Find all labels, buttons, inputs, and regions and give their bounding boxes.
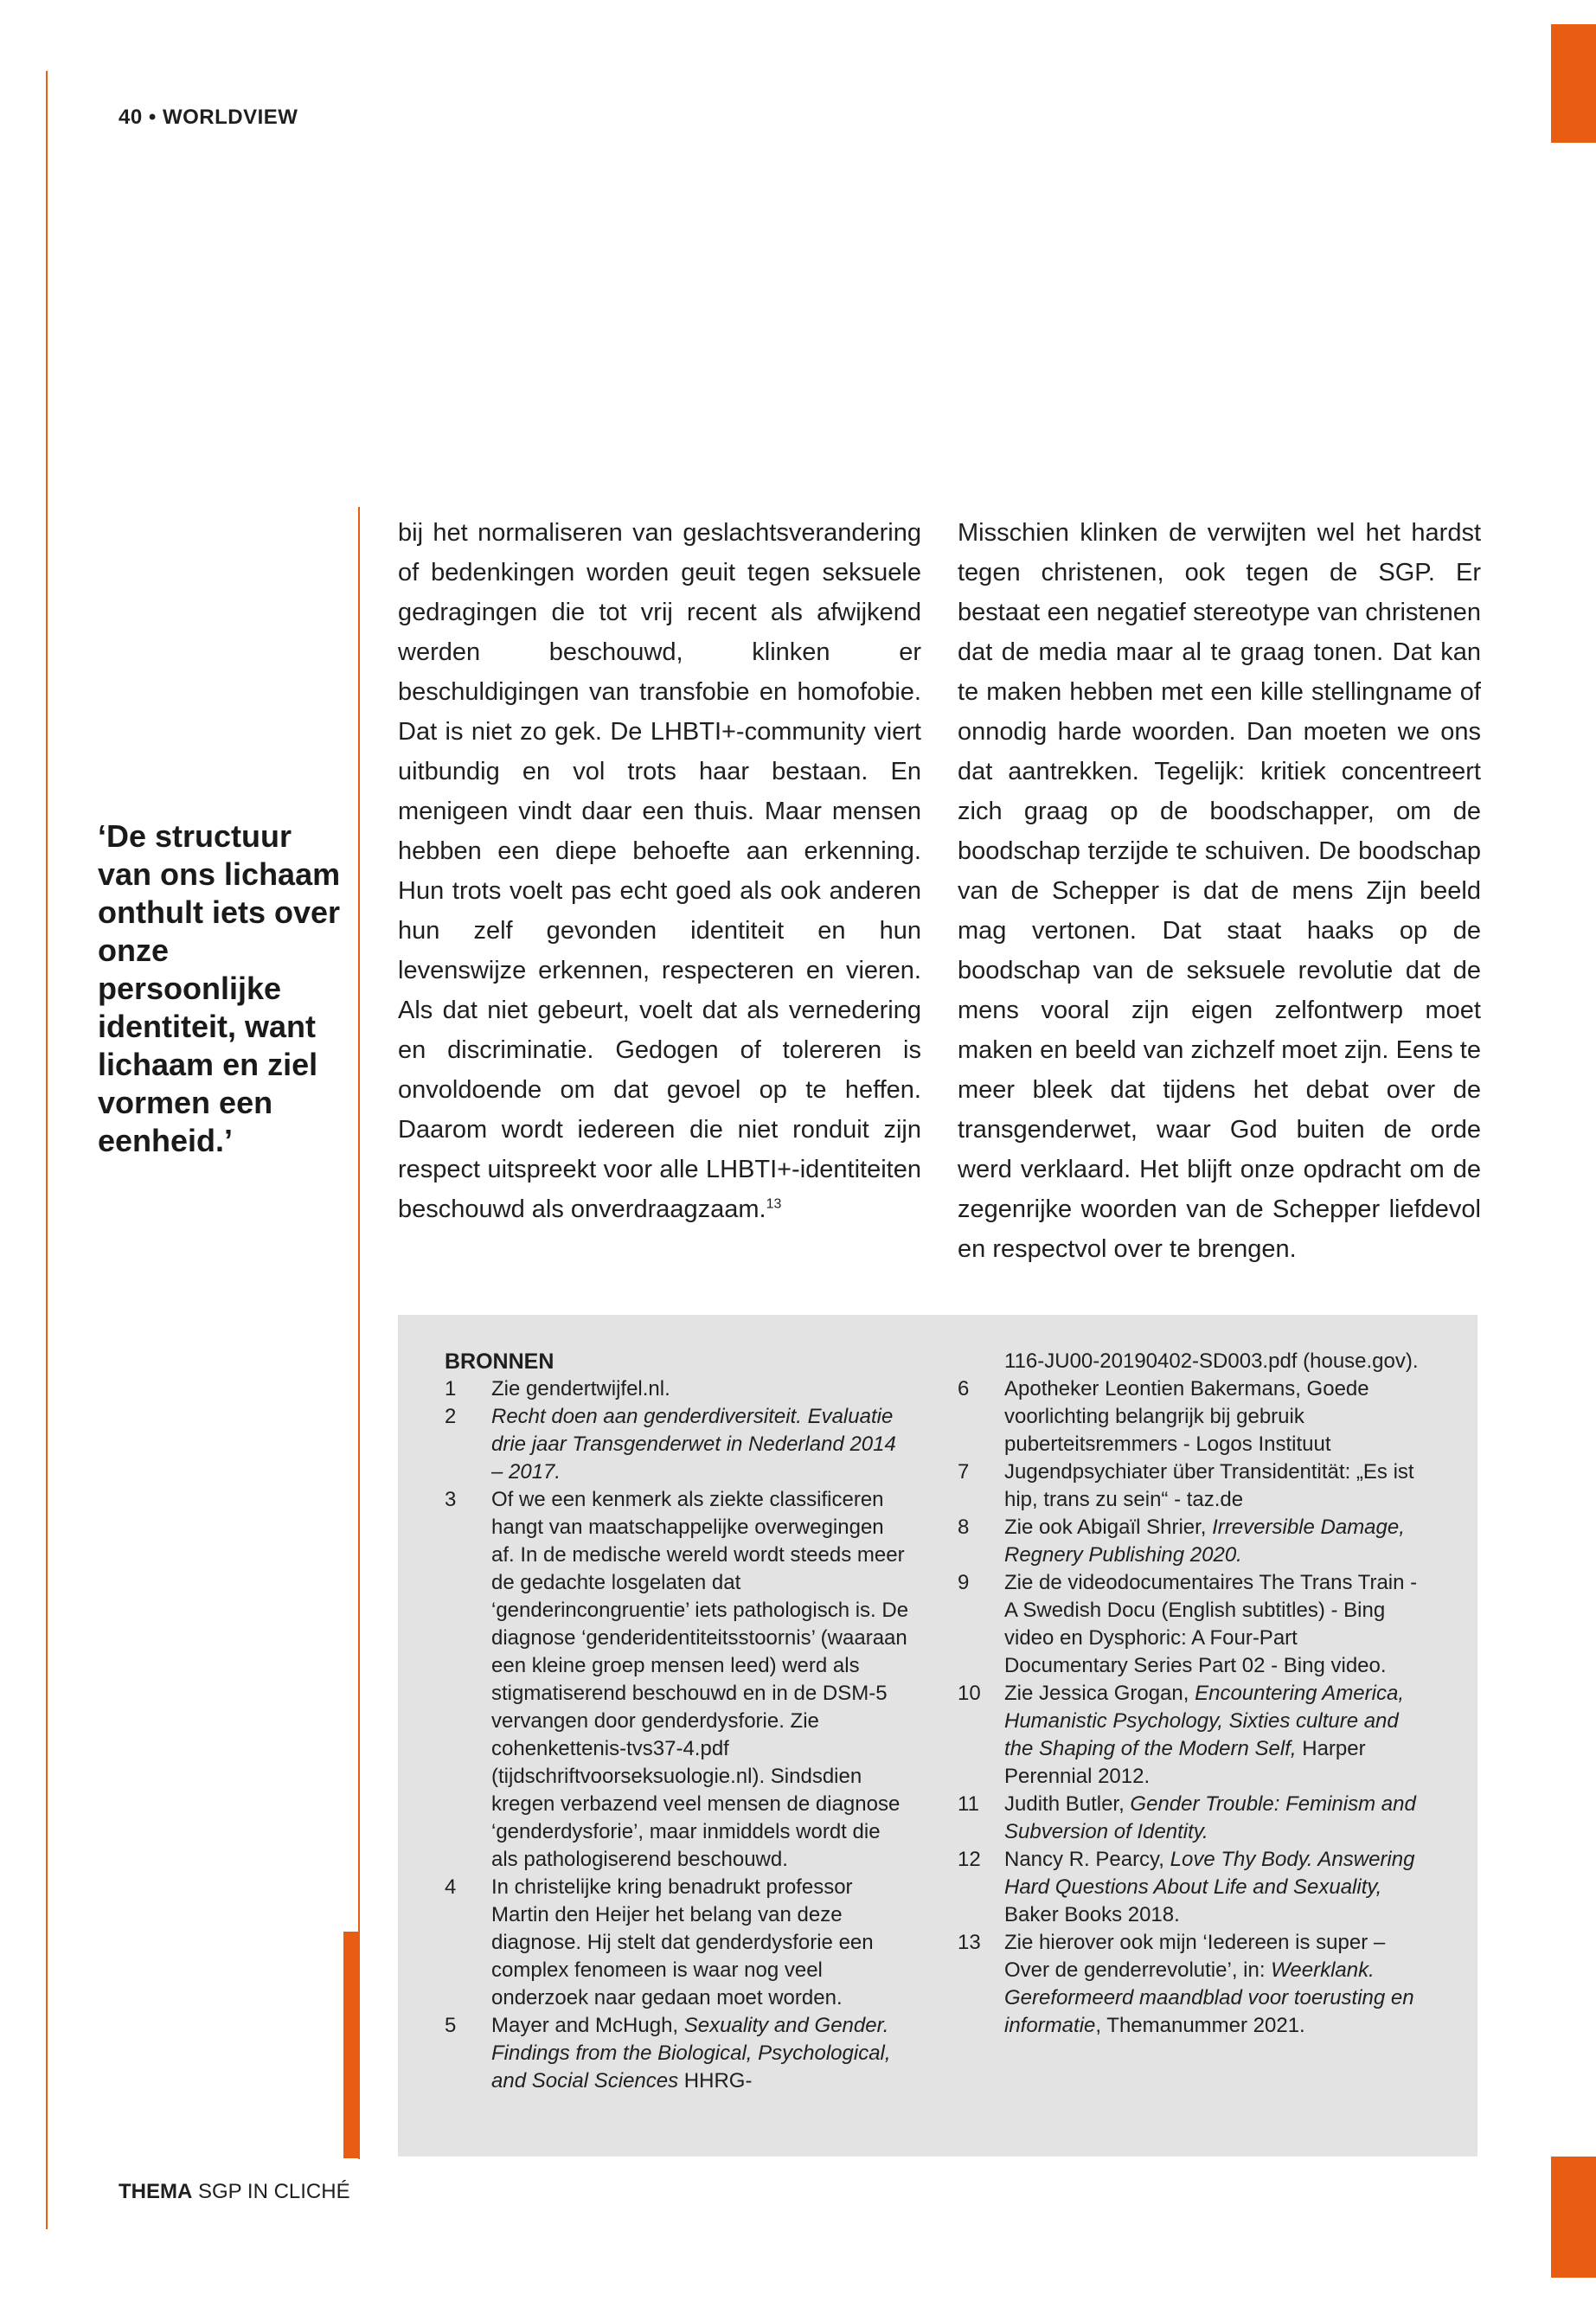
source-title: Sexuality and Gender. Findings from the Biological, Psychological, and Social Sciences [491,2014,891,2093]
source-text: Of we een kenmerk als ziekte classificeren hangt van maatschappelijke overwegingen af. In de medische wereld wordt steeds meer de gedachte losgelaten dat ‘genderincongruentie’ iets pathologisch is. De diagnose ‘genderidentiteitsstoornis’ (waaraan een kleine groep mensen leed) werd als stigmatiserend beschouwd en in de DSM-5 vervangen door genderdysforie. Zie cohenkettenis-tvs37-4.pdf (tijdschriftvoorseksuologie.nl). Sindsdien kregen verbazend veel mensen de diagnose ‘genderdysforie’, maar inmiddels wordt die als pathologiserend beschouwd. [491,1488,909,1871]
source-number: 10 [958,1682,981,1705]
source-item [445,1486,912,1874]
source-item [445,2012,912,2095]
column-rule [358,507,360,2159]
source-number: 6 [958,1377,970,1400]
column-rule-accent [343,1932,359,2158]
source-text: Judith Butler, [1004,1792,1131,1816]
source-item [445,1375,912,1403]
source-number: 2 [445,1405,457,1428]
source-text: Zie ook Abigaïl Shrier, [1004,1516,1213,1539]
left-rule [46,71,48,2229]
source-item [958,1458,1425,1514]
source-item [445,1403,912,1486]
source-title: Love Thy Body. Answering Hard Questions About Life and Sexuality, [1004,1848,1415,1899]
column-1-text: bij het normaliseren van geslachtsverandering of bedenkingen worden geuit tegen seksuele gedragingen die tot vrij recent als afwijkend werden beschouwd, klinken er beschuldigingen van transfobie en homofobie. Dat is niet zo gek. De LHBTI+-community viert uitbundig en vol trots haar bestaan. En menigeen vindt daar een thuis. Maar mensen hebben een diepe behoefte aan erkenning. Hun trots voelt pas echt goed als ook anderen hun zelf gevonden identiteit en hun levenswijze erkennen, respecteren en vieren. Als dat niet gebeurt, voelt dat als vernedering en discriminatie. Gedogen of tolereren is onvoldoende om dat gevoel op te heffen. Daarom wordt iedereen die niet ronduit zijn respect uitspreekt voor alle LHBTI+-identiteiten beschouwd als onverdraagzaam. [398,519,921,1223]
source-number: 1 [445,1377,457,1400]
source-number: 8 [958,1516,970,1539]
source-text: Jugendpsychiater über Transidentität: „Es ist hip, trans zu sein“ - taz.de [1004,1460,1414,1511]
source-item [958,1846,1425,1929]
source-title: Encountering America, Humanistic Psychology, Sixties culture and the Shaping of the Modern Self, [1004,1682,1404,1760]
source-continuation: 116-JU00-20190402-SD003.pdf (house.gov). [1004,1349,1419,1373]
source-number: 11 [958,1792,979,1816]
page-header [119,106,298,130]
source-text-after: Baker Books 2018. [1004,1903,1180,1926]
source-title: Weerklank. Gereformeerd maandblad voor toerusting en informatie [1004,1958,1414,2037]
source-title: Gender Trouble: Feminism and Subversion of Identity. [1004,1792,1416,1843]
section-title: WORLDVIEW [162,106,298,129]
source-number: 9 [958,1571,970,1594]
source-text: In christelijke kring benadrukt professor Martin den Heijer het belang van deze diagnose. Hij stelt dat genderdysforie een complex fenomeen is waar nog veel onderzoek naar gedaan moet worden. [491,1875,874,2009]
source-text: Zie gendertwijfel.nl. [491,1377,670,1400]
source-item [958,1569,1425,1680]
sources-column-left [445,1348,912,2095]
source-item [958,1680,1425,1791]
source-number: 3 [445,1488,457,1511]
source-title: Recht doen aan genderdiversiteit. Evaluatie drie jaar Transgenderwet in Nederland 2014 – 2017. [491,1405,896,1484]
source-number: 12 [958,1848,981,1871]
source-item [958,1929,1425,2040]
source-text-after: HHRG- [678,2069,753,2093]
source-number: 13 [958,1931,981,1954]
footer-thema: THEMA [119,2180,193,2203]
source-text-after: Harper Perennial 2012. [1004,1737,1366,1788]
pull-quote: ‘De structuur van ons lichaam onthult iets over onze persoonlijke identiteit, want lichaam en ziel vormen een eenheid.’ [98,818,341,1158]
body-column-2 [958,513,1481,1269]
source-text-after: , Themanummer 2021. [1095,2014,1305,2037]
source-number: 4 [445,1875,457,1899]
source-text: Zie Jessica Grogan, [1004,1682,1195,1705]
footer-title: SGP IN CLICHÉ [198,2180,350,2203]
orange-edge-tab-bottom [1551,2157,1596,2278]
source-text: Nancy R. Pearcy, [1004,1848,1170,1871]
source-item [958,1791,1425,1846]
footnote-ref: 13 [766,1196,782,1212]
column-2-text: Misschien klinken de verwijten wel het hardst tegen christenen, ook tegen de SGP. Er bestaat een negatief stereotype van christenen dat de media maar al te graag tonen. Dat kan te maken hebben met een kille stellingname of onnodig harde woorden. Dan moeten we ons dat aantrekken. Tegelijk: kritiek concentreert zich graag op de boodschapper, om de boodschap terzijde te schuiven. De boodschap van de Schepper is dat de mens Zijn beeld mag vertonen. Dat staat haaks op de boodschap van de seksuele revolutie dat de mens vooral zijn eigen zelfontwerp moet maken en beeld van zichzelf moet zijn. Eens te meer bleek dat tijdens het debat over de transgenderwet, waar God buiten de orde werd verklaard. Het blijft onze opdracht om de zegenrijke woorden van de Schepper liefdevol en respectvol over te brengen. [958,519,1481,1263]
header-separator: • [148,106,157,129]
source-text: Zie hierover ook mijn ‘Iedereen is super – Over de genderrevolutie’, in: [1004,1931,1386,1982]
source-text: Zie de videodocumentaires The Trans Train - A Swedish Docu (English subtitles) - Bing video en Dysphoric: A Four-Part Documentary Series Part 02 - Bing video. [1004,1571,1418,1677]
sources-box [398,1315,1477,2157]
source-title: Irreversible Damage, Regnery Publishing 2020. [1004,1516,1405,1567]
source-item [958,1375,1425,1458]
source-text: Apotheker Leontien Bakermans, Goede voorlichting belangrijk bij gebruik puberteitsremmers - Logos Instituut [1004,1377,1369,1456]
source-number: 7 [958,1460,970,1484]
orange-edge-tab-top [1551,24,1596,143]
source-item [445,1874,912,2012]
page-footer [119,2180,350,2204]
source-number: 5 [445,2014,457,2037]
source-text: Mayer and McHugh, [491,2014,684,2037]
body-column-1 [398,513,921,1229]
sources-column-right [958,1348,1425,2040]
sources-title: BRONNEN [445,1349,554,1374]
source-item [958,1514,1425,1569]
page-number: 40 [119,106,143,129]
